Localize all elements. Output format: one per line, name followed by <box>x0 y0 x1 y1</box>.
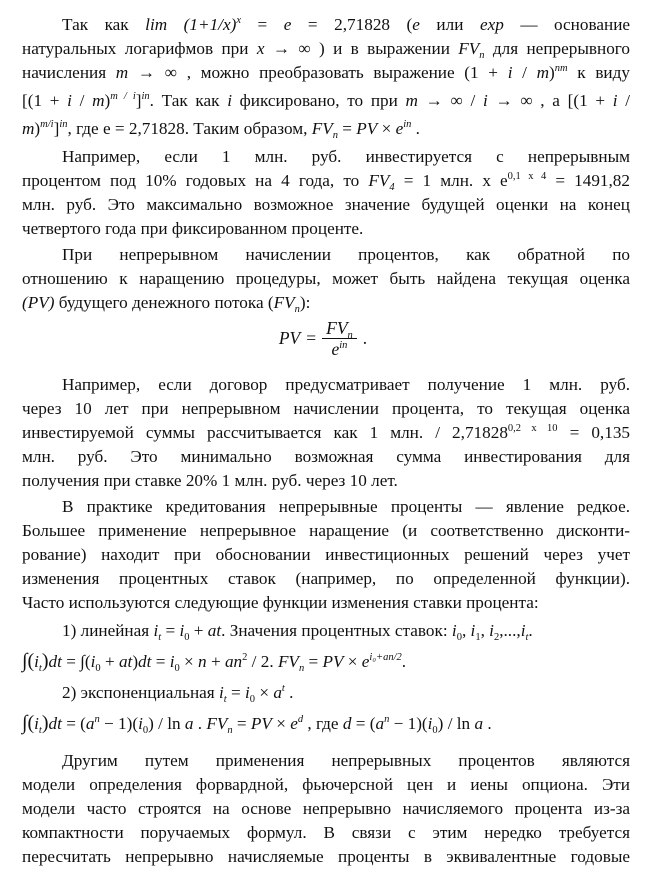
p6-line-5: пересчитать непрерывно начисляемые проценты в эквивалентные годовые <box>22 847 630 866</box>
p5-line-2: Большее применение непрерывное наращение (и соответственно дисконти- <box>22 521 630 540</box>
p1-line-4: $[(1 + i / m)^{m / i}]^{in}$. Так как i фиксировано, то при m → ∞ / i → ∞ , а [(1 + i / <box>22 91 631 110</box>
item-linear: 1) линейная $i_t = i_0$ + at. Значения процентных ставок: $i_0$, $i_1$, $i_2,...,i_t$. <box>62 621 533 643</box>
p5-line-1: В практике кредитования непрерывные проценты — явление редкое. <box>62 497 630 516</box>
p3-line-2: отношению к наращению процедуры, может быть найдена текущая оценка <box>22 269 630 288</box>
item-linear-formula: $\int(i_t)dt = \int(i_0 + at)dt = i_0 \times n + an^2 / 2$. $FV_n$ = PV × $e^{i_0+an/2}$. <box>22 650 407 674</box>
p1-line-1: Так как $\lim (1+1/x)^x = e = 2,71828$ (e или exp — основание <box>62 15 631 34</box>
p3-line-3: (PV) будущего денежного потока $(FV_n)$: <box>22 293 311 315</box>
p2-line-4: четвертого года при фиксированном проценте. <box>22 219 364 238</box>
p5-line-3: рование) находит при обосновании инвестиционных решений через учет <box>22 545 630 564</box>
p4-line-3: инвестируемой суммы рассчитывается как 1 млн. / $2,71828^{0,2 х 10} = 0,135$ <box>22 423 631 442</box>
formula-pv: PV = $\frac{FV_n}{e^{in}}$ . <box>278 318 368 359</box>
p6-line-3: модели часто строятся на основе непрерывно начисляемого процента из-за <box>22 799 630 818</box>
p4-line-1: Например, если договор предусматривает получение 1 млн. руб. <box>62 375 630 394</box>
p6-line-1: Другим путем применения непрерывных процентов являются <box>62 751 630 770</box>
p2-line-3: млн. руб. Это максимально возможное значение будущей оценки на конец <box>22 195 630 214</box>
item-exponential-formula: $\int(i_t)dt = (a^n - 1)(i_0) / \ln a$ . $FV_n$ = PV × $e^d$ , где $d = (a^n - 1)(i_0) / \ln a$ . <box>22 712 492 736</box>
p1-line-3: начисления m → ∞ , можно преобразовать выражение $(1 + i / m)^{nm}$ к виду <box>22 63 630 82</box>
p4-line-4: млн. руб. Это минимально возможная сумма инвестирования для <box>22 447 630 466</box>
p1-line-2: натуральных логарифмов при x → ∞ ) и в выражении $FV_n$ для непрерывного <box>22 39 630 61</box>
p4-line-2: через 10 лет при непрерывном начислении процента, то текущая оценка <box>22 399 630 418</box>
item-exponential: 2) экспоненциальная $i_t = i_0 \times a^t$ . <box>62 683 294 705</box>
p1-line-5: m)$^{m/i}$]$^{in}$, где e = 2,71828. Таким образом, $FV_n$ = PV × $e^{in}$ . <box>22 119 420 141</box>
p5-line-4: изменения процентных ставок (например, по определенной функции). <box>22 569 630 588</box>
p6-line-4: компактности поручаемых формул. В связи с этим нередко требуется <box>22 823 630 842</box>
p3-line-1: При непрерывном начислении процентов, как обратной по <box>62 245 630 264</box>
p6-line-2: модели определения форвардной, фьючерсной цен и иены опциона. Эти <box>22 775 630 794</box>
formula-pv-fraction: $\frac{FV_n}{e^{in}}$ <box>322 318 357 359</box>
p5-line-5: Часто используются следующие функции изменения ставки процента: <box>22 593 539 612</box>
p4-line-5: получения при ставке 20% 1 млн. руб. через 10 лет. <box>22 471 398 490</box>
p2-line-1: Например, если 1 млн. руб. инвестируется с непрерывным <box>62 147 630 166</box>
p2-line-2: процентом под 10% годовых на 4 года, то $FV_4 = 1$ млн. х $e^{0,1 х 4} = 1491,82$ <box>22 171 630 193</box>
